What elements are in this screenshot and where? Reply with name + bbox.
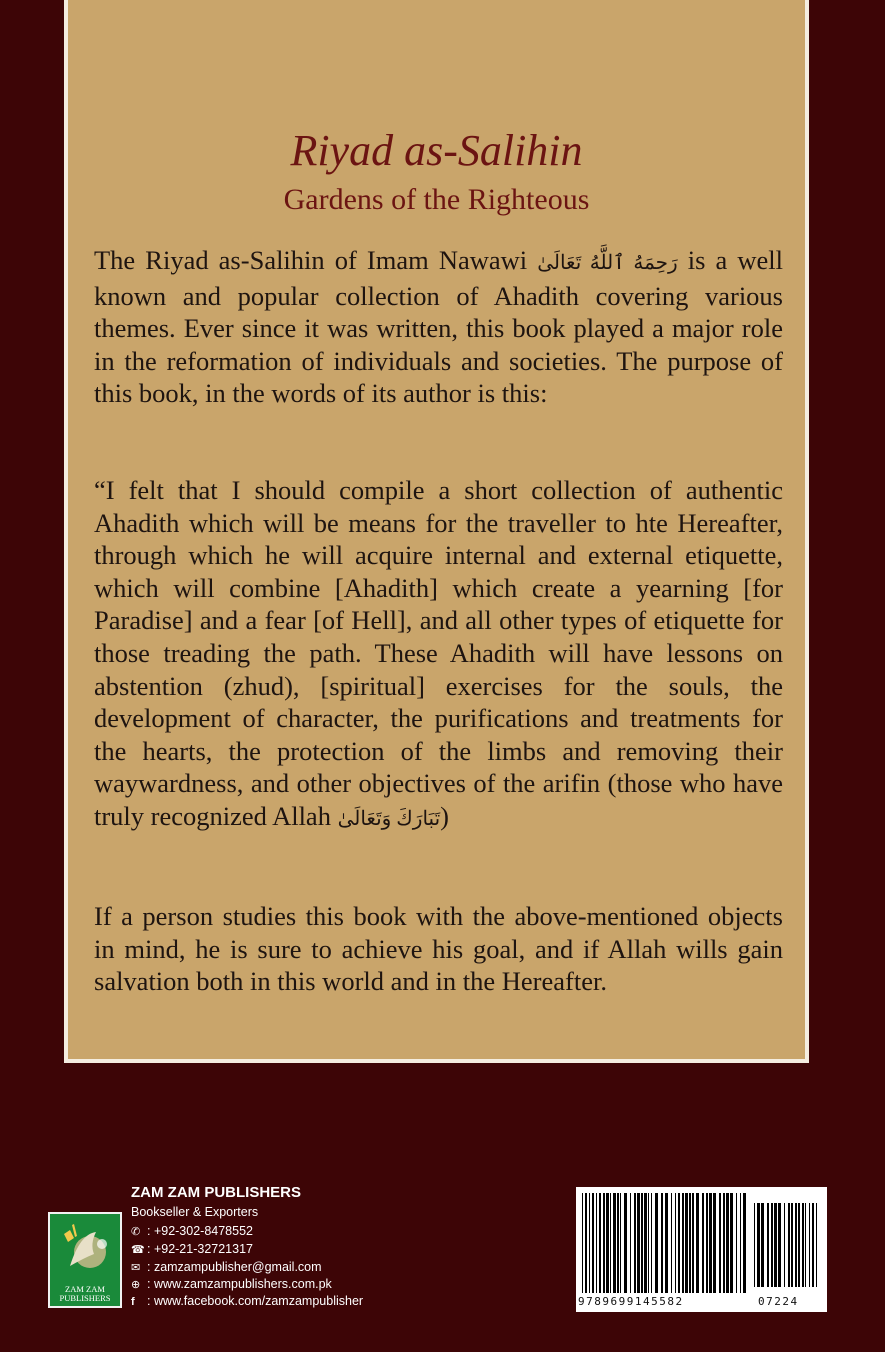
barcode-bar <box>678 1193 680 1293</box>
quote-text: “I felt that I should compile a short collection of authentic Ahadith which will be means for the traveller to hte Hereafter, through which he will acquire internal and external etiquette, which will combine [Ahadith] which create a yearning [for Paradise] and a fear [of Hell], and all other types of etiquette for those treading the path. These Ahadith will have lessons on abstention (zhud), [spiritual] exercises for the souls, the development of character, the purifications and treatments for the hearts, the protection of the limbs and removing their waywardness, and other objectives of the arifin (those who have truly recognized Allah <box>94 475 783 831</box>
barcode-bar <box>730 1193 733 1293</box>
mobile-number: : +92-302-8478552 <box>147 1224 253 1238</box>
barcode-bar <box>661 1193 663 1293</box>
phone-icon: ☎ <box>131 1244 145 1256</box>
mobile-whatsapp-icon: ✆ <box>131 1226 141 1238</box>
barcode-bar <box>802 1203 804 1287</box>
barcode-bar <box>795 1203 797 1287</box>
quote-close: ) <box>440 800 449 831</box>
barcode-bar <box>713 1193 716 1293</box>
intro-paragraph <box>94 244 783 410</box>
barcode-bar <box>599 1193 601 1293</box>
barcode-bar <box>771 1203 773 1287</box>
barcode-bar <box>805 1203 806 1287</box>
email-line <box>131 1260 322 1274</box>
barcode-bar <box>774 1203 777 1287</box>
barcode-bar <box>723 1193 725 1293</box>
barcode-bar <box>812 1203 814 1287</box>
logo-emblem-icon <box>50 1214 120 1280</box>
barcode-bar <box>788 1203 790 1287</box>
barcode-bar <box>754 1203 755 1287</box>
barcode-bar <box>798 1203 800 1287</box>
barcode-bar <box>816 1203 817 1287</box>
barcode-bar <box>596 1193 597 1293</box>
barcode-bar <box>743 1193 746 1293</box>
barcode-bar <box>778 1203 781 1287</box>
barcode-bar <box>761 1203 764 1287</box>
website-url: : www.zamzampublishers.com.pk <box>147 1277 332 1291</box>
barcode-bar <box>589 1193 590 1293</box>
logo-text <box>50 1285 120 1303</box>
barcode-bar <box>719 1193 721 1293</box>
barcode-bar <box>757 1203 760 1287</box>
intro-text-end: is a well known and popular collection of Ahadith covering various themes. Ever since it was written, this book played a major role in the reformation of individuals and societies. The purpose of this book, in the words of its author is this: <box>94 245 783 409</box>
barcode-bar <box>702 1193 704 1293</box>
barcode-bar <box>726 1193 729 1293</box>
publisher-name: ZAM ZAM PUBLISHERS <box>131 1184 301 1201</box>
barcode <box>576 1187 827 1312</box>
barcode-bar <box>682 1193 684 1293</box>
barcode-bar <box>634 1193 636 1293</box>
barcode-bar <box>767 1203 769 1287</box>
barcode-bar <box>603 1193 605 1293</box>
isbn-number: 9789699145582 <box>578 1295 684 1308</box>
facebook-line <box>131 1294 363 1308</box>
intro-text-start: The Riyad as-Salihin of Imam Nawawi <box>94 245 538 275</box>
barcode-bar <box>675 1193 676 1293</box>
facebook-url: : www.facebook.com/zamzampublisher <box>147 1294 364 1308</box>
barcode-bar <box>610 1193 611 1293</box>
allah-honorific-arabic: تَبَارَكَ وَتَعَالَىٰ <box>337 807 441 830</box>
barcode-bar <box>651 1193 652 1293</box>
barcode-bar <box>641 1193 643 1293</box>
barcode-bar <box>648 1193 649 1293</box>
barcode-bar <box>617 1193 619 1293</box>
barcode-bar <box>613 1193 616 1293</box>
quote-paragraph <box>94 474 783 836</box>
phone-line <box>131 1242 253 1256</box>
phone-number: : +92-21-32721317 <box>147 1242 253 1256</box>
barcode-bar <box>809 1203 810 1287</box>
barcode-bar <box>689 1193 691 1293</box>
publisher-tagline: Bookseller & Exporters <box>131 1205 259 1219</box>
globe-icon: ⊕ <box>131 1279 141 1291</box>
barcode-bar <box>709 1193 712 1293</box>
barcode-bar <box>592 1193 594 1293</box>
isbn-barcode-bars <box>580 1193 750 1297</box>
facebook-icon: f <box>131 1296 135 1308</box>
barcode-bar <box>740 1193 741 1293</box>
barcode-bar <box>585 1193 587 1293</box>
barcode-bar <box>637 1193 640 1293</box>
barcode-bar <box>696 1193 699 1293</box>
barcode-bar <box>665 1193 668 1293</box>
barcode-bar <box>582 1193 583 1293</box>
barcode-bar <box>606 1193 609 1293</box>
honorific-arabic: رَحِمَهُ ٱللَّهُ تَعَالَىٰ <box>537 252 678 274</box>
mobile-line <box>131 1224 253 1238</box>
closing-paragraph: If a person studies this book with the above-mentioned objects in mind, he is sure to achieve his goal, and if Allah wills gain salvation both in this world and in the Hereafter. <box>94 901 783 997</box>
addon-number: 07224 <box>758 1295 799 1308</box>
book-title: Riyad as-Salihin <box>290 126 583 175</box>
barcode-bar <box>784 1203 785 1287</box>
logo-text-line2: PUBLISHERS <box>59 1293 111 1303</box>
book-subtitle: Gardens of the Righteous <box>283 183 590 216</box>
barcode-bar <box>644 1193 647 1293</box>
barcode-bar <box>671 1193 672 1293</box>
back-cover-panel <box>64 0 809 1063</box>
barcode-bar <box>630 1193 631 1293</box>
logo-text-line1: ZAM ZAM <box>65 1284 105 1294</box>
barcode-bar <box>620 1193 621 1293</box>
publisher-logo <box>48 1212 122 1308</box>
barcode-bar <box>736 1193 737 1293</box>
barcode-bar <box>692 1193 694 1293</box>
email-address: : zamzampublisher@gmail.com <box>147 1260 322 1274</box>
website-line <box>131 1277 332 1291</box>
barcode-bar <box>791 1203 793 1287</box>
barcode-bar <box>685 1193 688 1293</box>
barcode-bar <box>624 1193 627 1293</box>
addon-barcode-bars <box>752 1203 824 1301</box>
barcode-bar <box>706 1193 708 1293</box>
email-icon: ✉ <box>131 1262 141 1274</box>
barcode-bar <box>655 1193 658 1293</box>
